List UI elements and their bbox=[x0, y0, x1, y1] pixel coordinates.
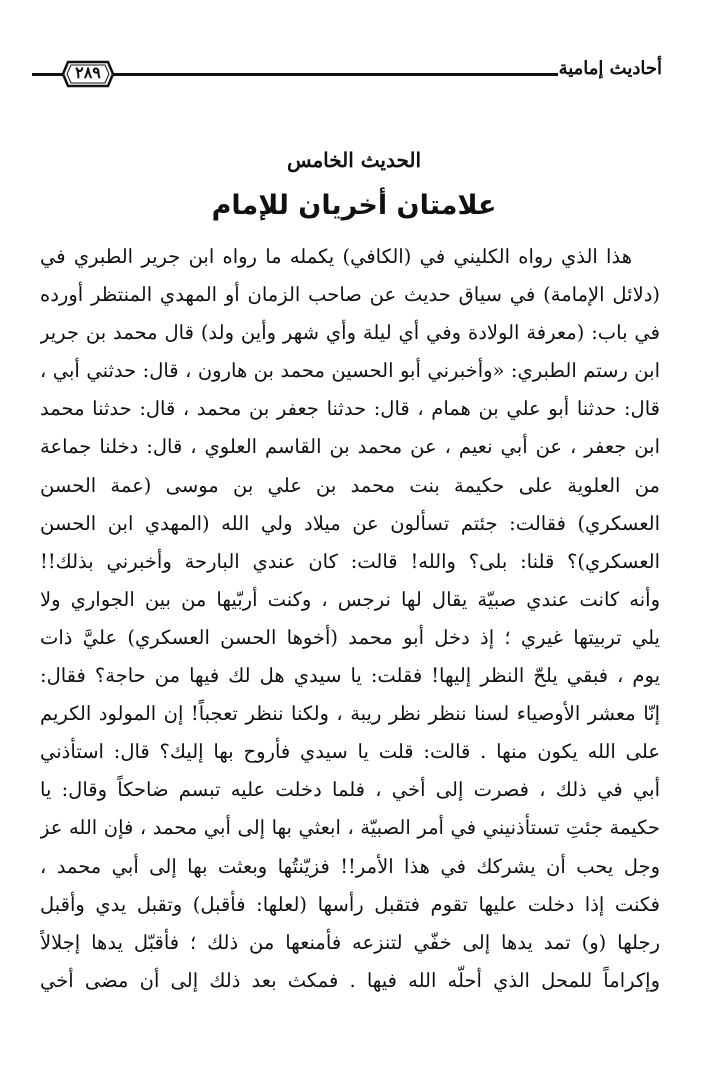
text-line: وجل يحب أن يشركك في هذا الأمر!! فزيّنتُها وبعثت بها إلى أبي محمد ، bbox=[40, 854, 660, 878]
text-line: في باب: (معرفة الولادة وفي أي ليلة وأي شهر وأين ولد) قال محمد بن جرير bbox=[40, 321, 660, 345]
text-line: ابن جعفر ، عن أبي نعيم ، عن محمد بن القاسم العلوي ، قال: دخلنا جماعة bbox=[40, 435, 660, 459]
header-rule-left bbox=[32, 73, 64, 76]
text-line: وإكراماً للمحل الذي أحلّه الله فيها . فمكث بعد ذلك إلى أن مضى أخي bbox=[40, 968, 660, 992]
text-line: يوم ، فبقي يلحّ النظر إليها! فقلت: يا سيدي هل لك فيها من حاجة؟ فقال: bbox=[40, 664, 660, 688]
page-number-frame bbox=[62, 60, 114, 88]
text-line: العسكري)؟ قلنا: بلى؟ والله! قالت: كان عندي البارحة وأخبرني بذلك!! bbox=[40, 549, 660, 573]
text-line: ابن رستم الطبري: «وأخبرني أبو الحسين محمد بن هارون ، قال: حدثني أبي ، bbox=[40, 359, 660, 383]
text-line: أبي في ذلك ، فصرت إلى أخي ، فلما دخلت عليه تبسم ضاحكاً وقال: يا bbox=[40, 778, 660, 802]
text-line: (دلائل الإمامة) في سياق حديث عن صاحب الزمان أو المهدي المنتظر أورده bbox=[40, 283, 660, 307]
running-header: أحاديث إمامية bbox=[558, 58, 662, 79]
page-number: ٢٨٩ bbox=[75, 63, 101, 82]
section-title: علامتان أخريان للإمام bbox=[211, 190, 497, 221]
text-line: من العلوية على حكيمة بنت محمد بن علي بن موسى (عمة الحسن bbox=[40, 473, 660, 497]
text-line: على الله يكون منها . قالت: قلت يا سيدي فأروح بها إليك؟ قال: استأذني bbox=[40, 740, 660, 764]
text-line: رجلها (و) تمد يدها إلى خفّي لتنزعه فأمنعها من ذلك ؛ فأقبّل يدها إجلالاً bbox=[40, 930, 660, 954]
text-line: حكيمة جئتِ تستأذنيني في أمر الصبيّة ، ابعثي بها إلى أبي محمد ، فإن الله عز bbox=[40, 816, 660, 840]
header-rule bbox=[112, 73, 558, 76]
text-line: يلي تربيتها غيري ؛ إذ دخل أبو محمد (أخوها الحسن العسكري) عليَّ ذات bbox=[40, 625, 660, 649]
text-line: العسكري) فقالت: جئتم تسألون عن ميلاد ولي الله (المهدي ابن الحسن bbox=[40, 511, 660, 535]
text-line: هذا الذي رواه الكليني في (الكافي) يكمله ما رواه ابن جرير الطبري في bbox=[40, 245, 632, 268]
text-line: قال: حدثنا أبو علي بن همام ، قال: حدثنا جعفر بن محمد ، قال: حدثنا محمد bbox=[40, 397, 660, 421]
text-line: وأنه كانت عندي صبيّة يقال لها نرجس ، وكنت أربّيها من بين الجواري ولا bbox=[40, 587, 660, 611]
text-line: إنّا معشر الأوصياء لسنا ننظر نظر ريبة ، ولكنا ننظر تعجباً! إن المولود الكريم bbox=[40, 702, 660, 726]
section-subtitle: الحديث الخامس bbox=[286, 148, 422, 172]
text-line: فكنت إذا دخلت عليها تقوم فتقبل رأسها (لعلها: فأقبل) وتقبل يدي وأقبل bbox=[40, 892, 660, 916]
body-text bbox=[40, 238, 660, 1000]
